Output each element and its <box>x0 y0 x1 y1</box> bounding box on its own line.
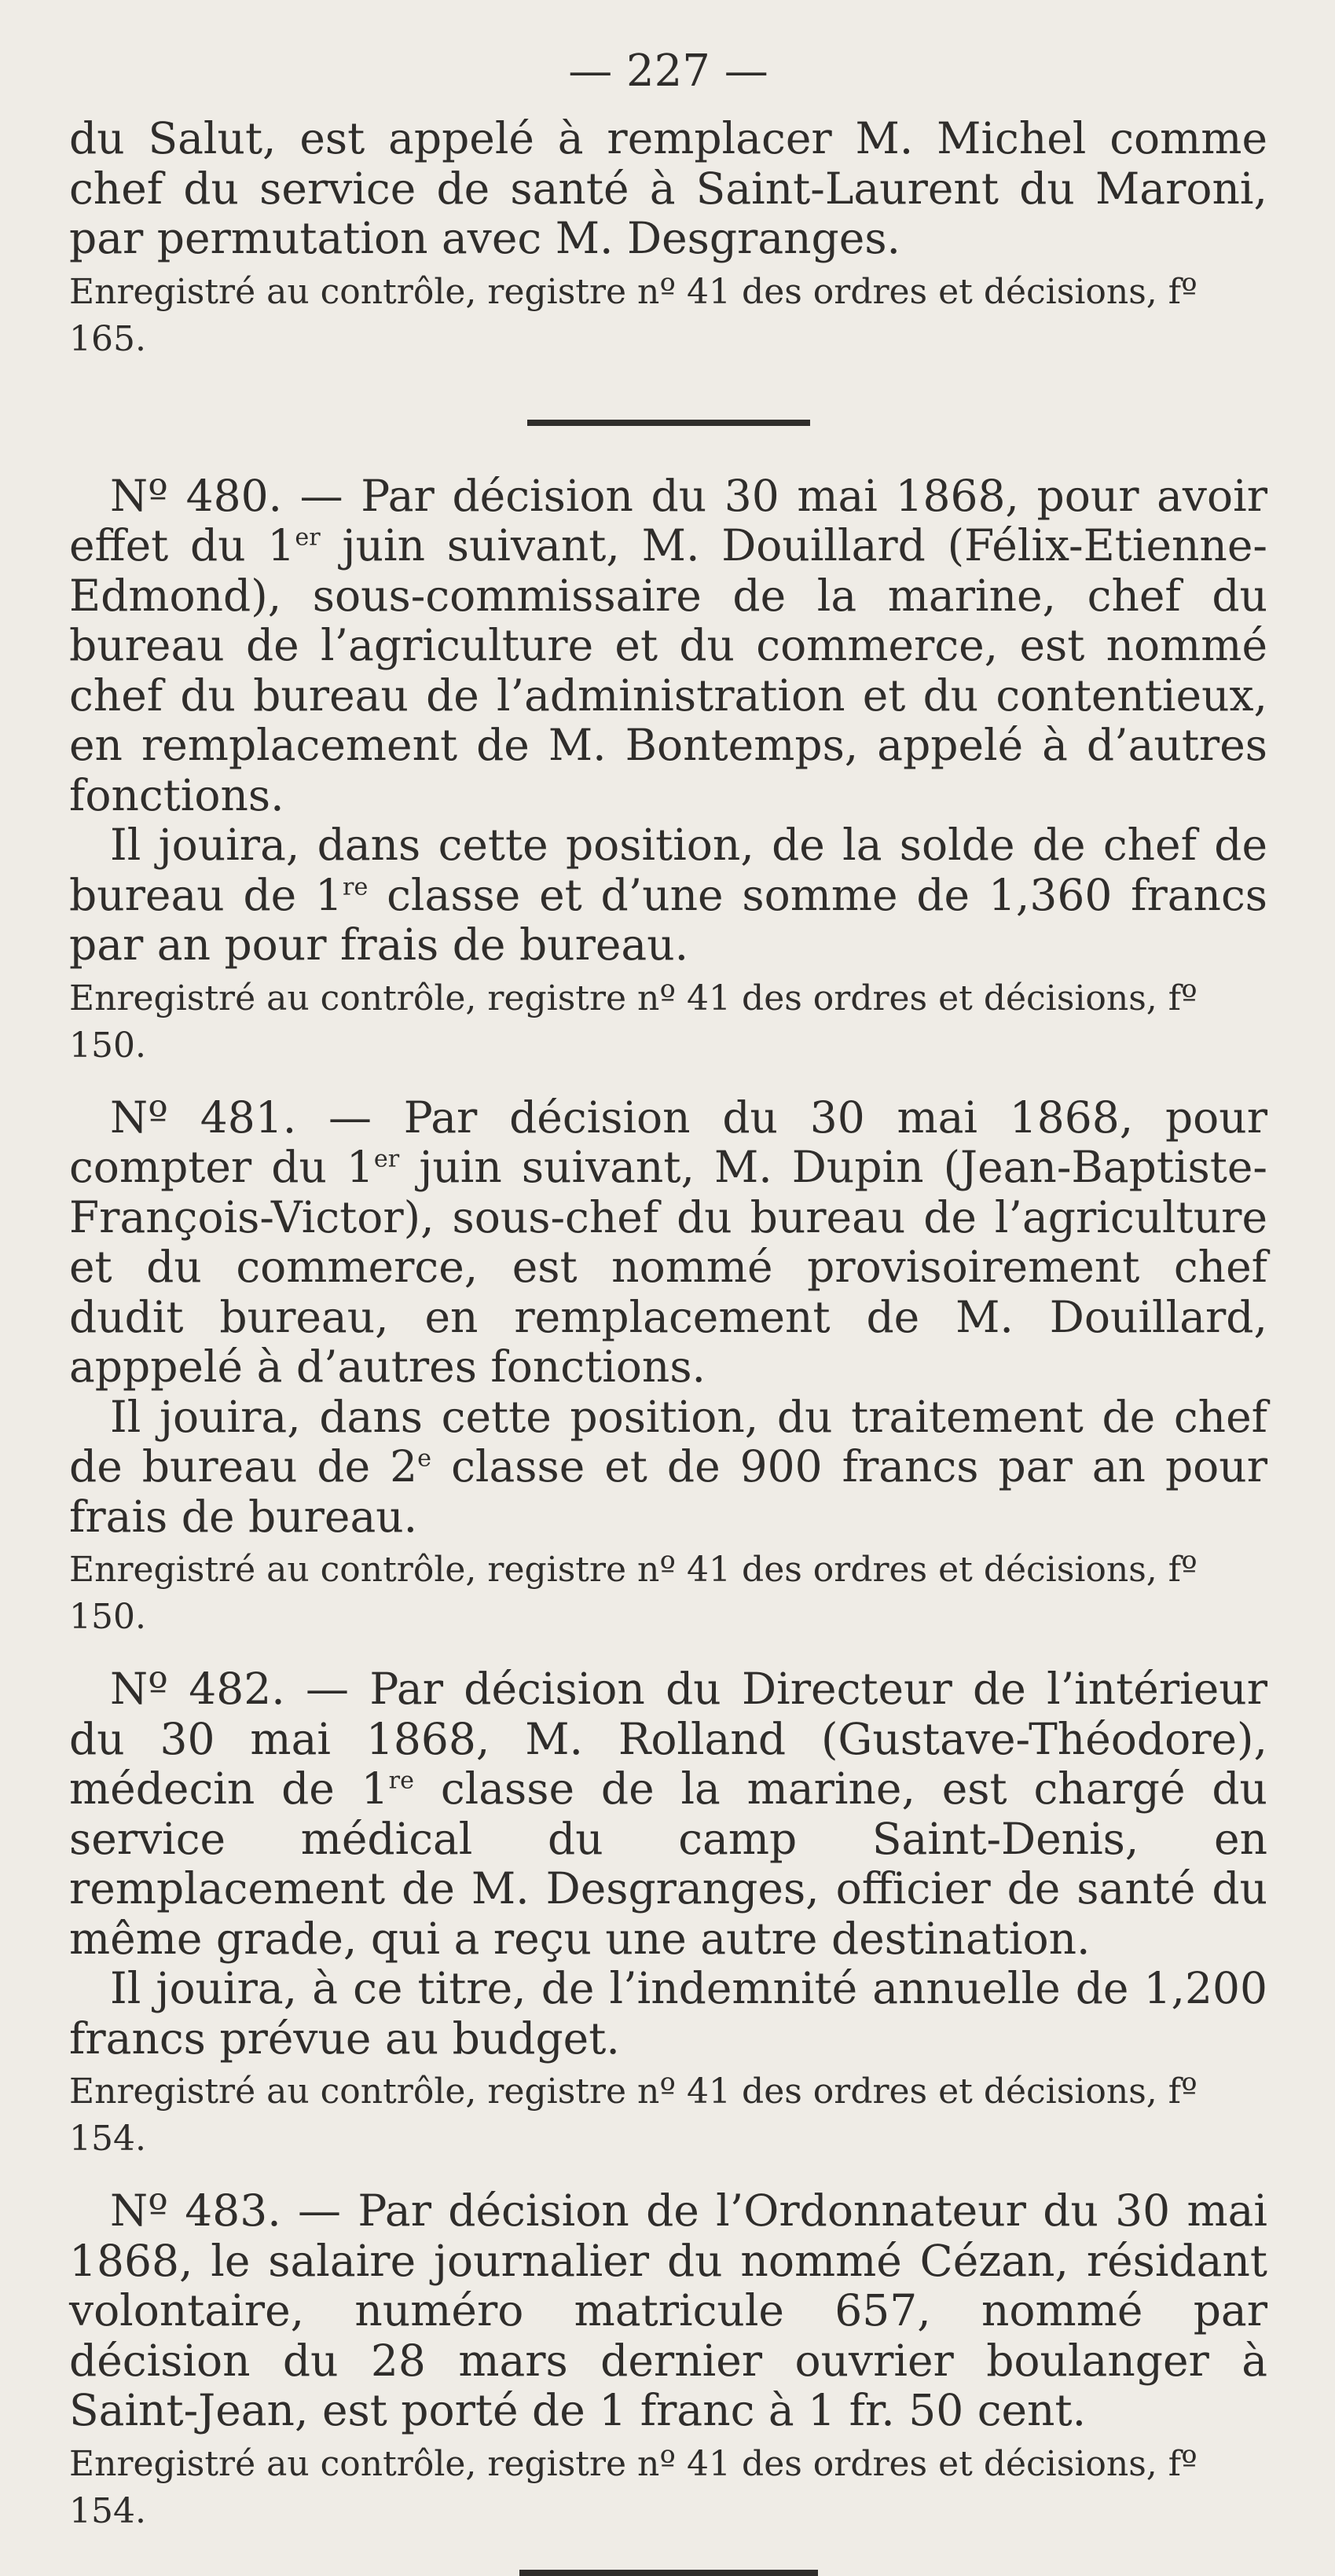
decision-482-paragraph <box>69 1664 1267 1964</box>
continuation-paragraph: du Salut, est appelé à remplacer M. Michel comme chef du service de santé à Saint-Laurent du Maroni, par permutation avec M. Desgranges. <box>69 113 1267 263</box>
registration-note: Enregistré au contrôle, registre nº 41 des ordres et décisions, fº 150. <box>69 1550 1197 1637</box>
ordinal-suffix: re <box>388 1767 415 1795</box>
decision-480-text: juin suivant, M. Douillard (Félix-Etienne-Edmond), sous-commissaire de la marine, chef du bureau de l’agriculture et du commerce, est nommé chef du bureau de l’administration et du contentieux, en remplacement de M. Bontemps, appelé à d’autres fonctions. <box>69 520 1267 820</box>
decision-480-opening: Nº 480. — Par décision du 30 mai 1868, pour avoir effet du 1 <box>69 470 1267 571</box>
decision-481-terms <box>69 1393 1267 1543</box>
decision-481-terms-b: classe et de 900 francs par an pour frais de bureau. <box>69 1441 1268 1542</box>
section-divider <box>527 420 810 426</box>
ordinal-suffix: e <box>417 1444 432 1473</box>
ordinal-suffix: er <box>295 523 321 552</box>
registration-note: Enregistré au contrôle, registre nº 41 des ordres et décisions, fº 150. <box>69 978 1197 1066</box>
decision-482-opening: Nº 482. — Par décision du Directeur de l’intérieur du 30 mai 1868, M. Rolland (Gustave-Théodore), médecin de 1 <box>69 1664 1267 1814</box>
decision-481-paragraph <box>69 1093 1267 1393</box>
page <box>69 46 1267 2576</box>
section-divider <box>519 2570 818 2576</box>
ordinal-suffix: re <box>342 873 369 901</box>
decision-480-terms-b: classe et d’une somme de 1,360 francs par an pour frais de bureau. <box>69 869 1267 970</box>
decision-481-terms-a: Il jouira, dans cette position, du traitement de chef de bureau de 2 <box>69 1391 1267 1492</box>
page-number: — 227 — <box>568 46 768 97</box>
decision-480-terms <box>69 820 1267 971</box>
decision-482-text: classe de la marine, est chargé du service médical du camp Saint-Denis, en remplacement de M. Desgranges, officier de santé du même grade, qui a reçu une autre destination. <box>69 1763 1267 1964</box>
registration-note: Enregistré au contrôle, registre nº 41 des ordres et décisions, fº 165. <box>69 271 1197 359</box>
ordinal-suffix: er <box>373 1145 400 1173</box>
decision-481-opening: Nº 481. — Par décision du 30 mai 1868, pour compter du 1 <box>69 1092 1267 1192</box>
registration-note: Enregistré au contrôle, registre nº 41 des ordres et décisions, fº 154. <box>69 2071 1197 2159</box>
decision-481-text: juin suivant, M. Dupin (Jean-Baptiste-François-Victor), sous-chef du bureau de l’agriculture et du commerce, est nommé provisoirement chef dudit bureau, en remplacement de M. Douillard, apppelé à d’autres fonctions. <box>69 1142 1267 1392</box>
decision-483-paragraph: Nº 483. — Par décision de l’Ordonnateur du 30 mai 1868, le salaire journalier du nommé Cézan, résidant volontaire, numéro matricule 657, nommé par décision du 28 mars dernier ouvrier boulanger à Saint-Jean, est porté de 1 franc à 1 fr. 50 cent. <box>69 2185 1267 2435</box>
decision-480-paragraph <box>69 472 1267 821</box>
registration-note: Enregistré au contrôle, registre nº 41 des ordres et décisions, fº 154. <box>69 2443 1197 2531</box>
decision-482-terms: Il jouira, à ce titre, de l’indemnité annuelle de 1,200 francs prévue au budget. <box>69 1963 1267 2064</box>
decision-480-terms-a: Il jouira, dans cette position, de la solde de chef de bureau de 1 <box>69 820 1267 920</box>
